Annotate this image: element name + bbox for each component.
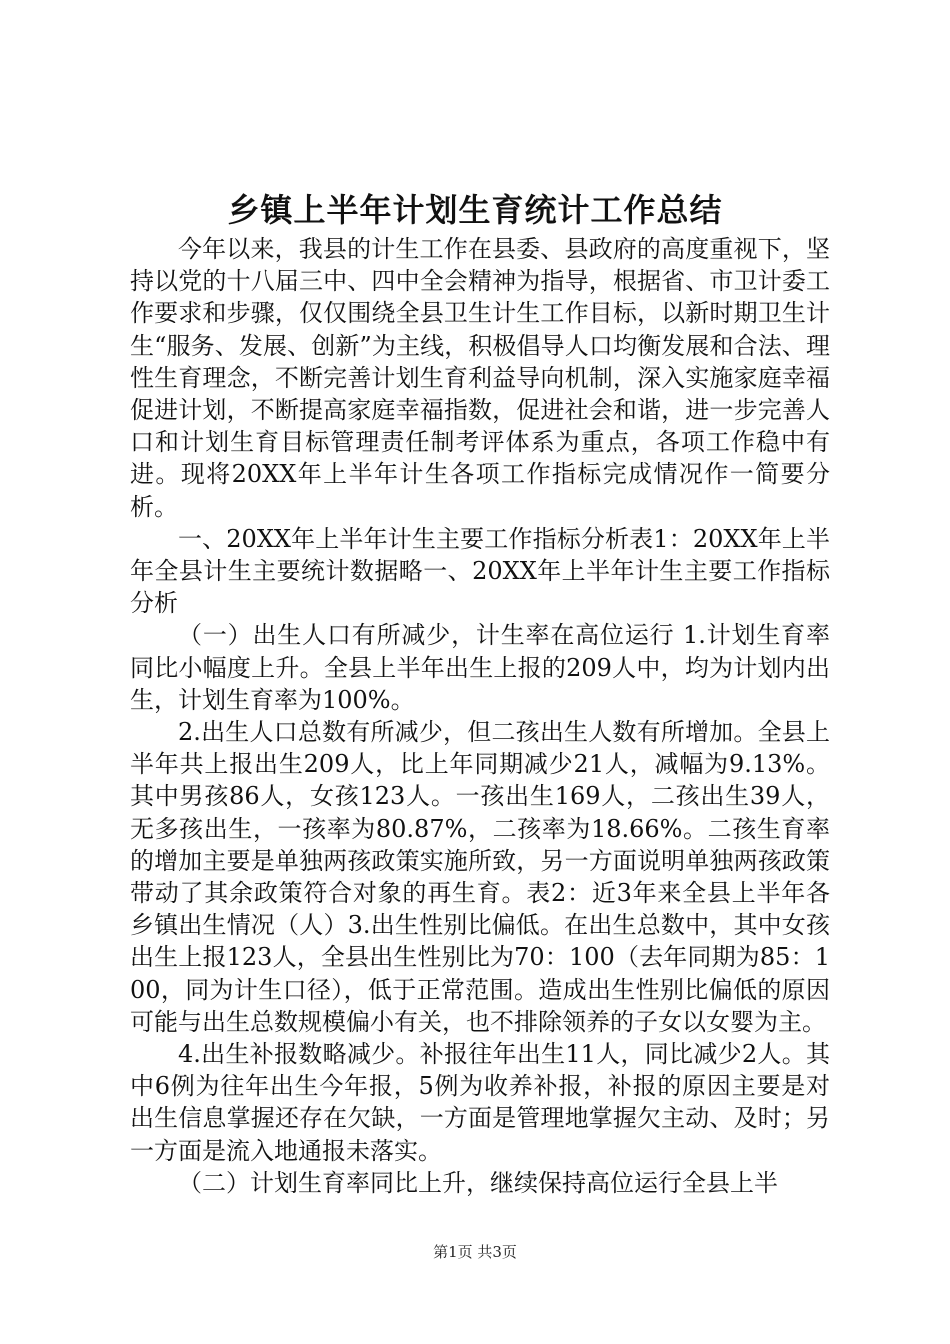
document-title: 乡镇上半年计划生育统计工作总结: [227, 191, 723, 229]
paragraph-subsection-two: （二）计划生育率同比上升，继续保持高位运行全县上半: [178, 1168, 778, 1197]
document-body: [130, 233, 830, 1199]
paragraph-section-one: 一、20XX年上半年计生主要工作指标分析表1：20XX年上半年全县计生主要统计数据略一、20XX年上半年计生主要工作指标分析: [130, 524, 830, 618]
paragraph-intro: 今年以来，我县的计生工作在县委、县政府的高度重视下，坚持以党的十八届三中、四中全会精神为指导，根据省、市卫计委工作要求和步骤，仅仅围绕全县卫生计生工作目标，以新时期卫生计生“服务、发展、创新”为主线，积极倡导人口均衡发展和合法、理性生育理念，不断完善计划生育利益导向机制，深入实施家庭幸福促进计划，不断提高家庭幸福指数，促进社会和谐，进一步完善人口和计划生育目标管理责任制考评体系为重点，各项工作稳中有进。现将20XX年上半年计生各项工作指标完成情况作一简要分析。: [130, 235, 830, 521]
paragraph-item-four: 4.出生补报数略减少。补报往年出生11人，同比减少2人。其中6例为往年出生今年报，5例为收养补报，补报的原因主要是对出生信息掌握还存在欠缺，一方面是管理地掌握欠主动、及时；另一方面是流入地通报未落实。: [130, 1040, 830, 1165]
page-number-footer: 第1页 共3页: [433, 1243, 517, 1261]
paragraph-item-two: 2.出生人口总数有所减少，但二孩出生人数有所增加。全县上半年共上报出生209人，比上年同期减少21人，减幅为9.13%。其中男孩86人，女孩123人。一孩出生169人，二孩出生39人，无多孩出生，一孩率为80.87%，二孩率为18.66%。二孩生育率的增加主要是单独两孩政策实施所致，另一方面说明单独两孩政策带动了其余政策符合对象的再生育。表2：近3年来全县上半年各乡镇出生情况（人）3.出生性别比偏低。在出生总数中，其中女孩出生上报123人，全县出生性别比为70：100（去年同期为85：100，同为计生口径），低于正常范围。造成出生性别比偏低的原因可能与出生总数规模偏小有关，也不排除领养的子女以女婴为主。: [130, 718, 830, 1036]
paragraph-subsection-one: （一）出生人口有所减少，计生率在高位运行 1.计划生育率同比小幅度上升。全县上半年出生上报的209人中，均为计划内出生，计划生育率为100%。: [130, 621, 830, 714]
